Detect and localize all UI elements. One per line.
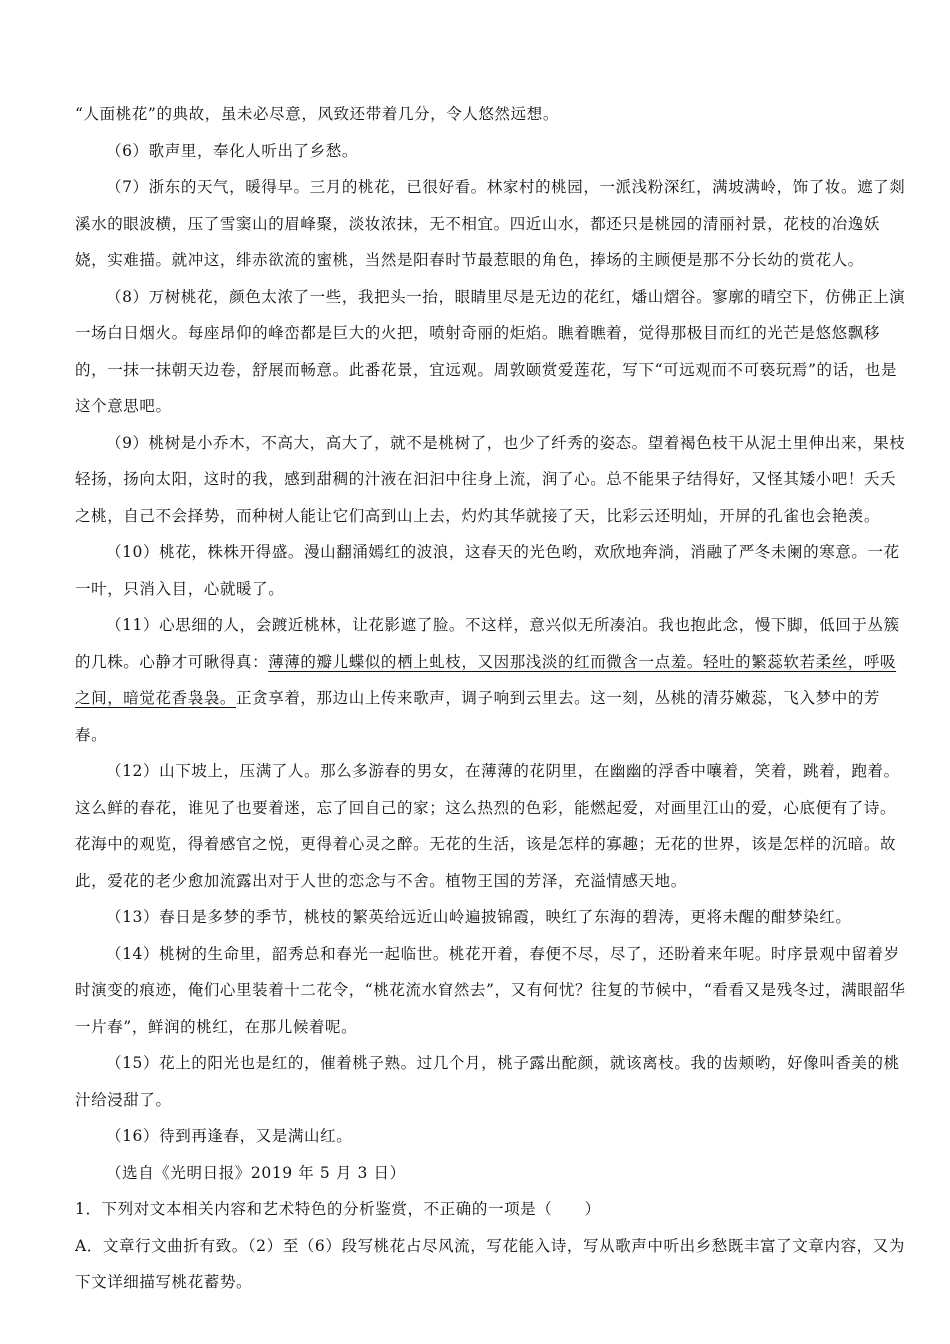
source-citation: （选自《光明日报》2019 年 5 月 3 日） bbox=[106, 1163, 406, 1182]
paragraph-11-tail: 正贪享着，那边山上传来歌声，调子响到云里去。这一刻，丛桃的清芬嫩蕊，飞入梦中的芳春。 bbox=[75, 689, 881, 744]
paragraph-11-underlined: 薄薄的瓣儿蝶似的栖上虬枝，又因那浅淡的红而微含一点羞。轻吐的繁蕊软若柔丝，呼吸之间，暗觉花香袅袅。 bbox=[75, 652, 897, 707]
paragraph-14: （14）桃树的生命里，韶秀总和春光一起临世。桃花开着，春便不尽，尽了，还盼着来年呢。时序景观中留着岁时演变的痕迹，俺们心里装着十二花令，“桃花流水窅然去”，又有何忧？往复的节候中，“看看又是残冬过，满眼韶华一片春”，鲜润的桃红，在那儿候着呢。 bbox=[75, 944, 906, 1036]
paragraph-13: （13）春日是多梦的季节，桃枝的繁英给远近山岭遍披锦霞，映红了东海的碧涛，更将未醒的酣梦染红。 bbox=[106, 908, 852, 926]
paragraph-8: （8）万树桃花，颜色太浓了一些，我把头一抬，眼睛里尽是无边的花红，燔山熠谷。寥廓的晴空下，仿佛正上演一场白日烟火。每座昂仰的峰峦都是巨大的火把，喷射奇丽的炬焰。瞧着瞧着，觉得那极目而红的光芒是悠悠飘移的，一抹一抹朝天边卷，舒展而畅意。此番花景，宜远观。周敦颐赏爱莲花，写下“可远观而不可亵玩焉”的话，也是这个意思吧。 bbox=[75, 287, 906, 415]
option-a: A．文章行文曲折有致。（2）至（6）段写桃花占尽风流，写花能入诗，写从歌声中听出乡愁既丰富了文章内容，又为下文详细描写桃花蓄势。 bbox=[75, 1236, 905, 1291]
paragraph-7: （7）浙东的天气，暖得早。三月的桃花，已很好看。林家村的桃园，一派浅粉深红，满坡满岭，饰了妆。遮了剡溪水的眼波横，压了雪窦山的眉峰聚，淡妆浓抹，无不相宜。四近山水，都还只是桃园的清丽衬景，花枝的冶逸妖娆，实难描。就冲这，绯赤欲流的蜜桃，当然是阳春时节最惹眼的角色，捧场的主顾便是那不分长幼的赏花人。 bbox=[75, 178, 906, 269]
question-1: 1．下列对文本相关内容和艺术特色的分析鉴赏，不正确的一项是（ ） bbox=[75, 1200, 601, 1218]
paragraph-11-lead: （11）心思细的人，会踱近桃林，让花影遮了脸。不这样，意兴似无所凑泊。我也抱此念，慢下脚，低回于丛簇的几株。心静才可瞅得真： bbox=[75, 616, 900, 671]
paragraph-15: （15）花上的阳光也是红的，催着桃子熟。过几个月，桃子露出酡颜，就该离枝。我的齿颊哟，好像叫香美的桃汁给浸甜了。 bbox=[75, 1054, 900, 1109]
paragraph-intro: “人面桃花”的典故，虽未必尽意，风致还带着几分，令人悠然远想。 bbox=[75, 105, 559, 123]
paragraph-9: （9）桃树是小乔木，不高大，高大了，就不是桃树了，也少了纤秀的姿态。望着褐色枝干从泥土里伸出来，果枝轻扬，扬向太阳，这时的我，感到甜稠的汁液在汩汩中往身上流，润了心。总不能果子结得好，又怪其矮小吧！夭夭之桃，自己不会择势，而种树人能让它们高到山上去，灼灼其华就接了天，比彩云还明灿，开屏的孔雀也会艳羡。 bbox=[75, 433, 906, 525]
paragraph-6: （6）歌声里，奉化人听出了乡愁。 bbox=[106, 141, 358, 160]
paragraph-16: （16）待到再逢春，又是满山红。 bbox=[106, 1127, 353, 1145]
paragraph-12: （12）山下坡上，压满了人。那么多游春的男女，在薄薄的花阴里，在幽幽的浮香中嚷着，笑着，跳着，跑着。这么鲜的春花，谁见了也要着迷，忘了回自己的家；这么热烈的色彩，能燃起爱，对画里江山的爱，心底便有了诗。花海中的观览，得着感官之悦，更得着心灵之醉。无花的生活，该是怎样的寡趣；无花的世界，该是怎样的沉暗。故此，爱花的老少愈加流露出对于人世的恋念与不舍。植物王国的芳泽，充溢情感天地。 bbox=[75, 762, 900, 890]
paragraph-11 bbox=[75, 607, 910, 753]
document-page bbox=[75, 96, 910, 1301]
paragraph-10: （10）桃花，株株开得盛。漫山翻涌嫣红的波浪，这春天的光色哟，欢欣地奔淌，消融了严冬未阑的寒意。一花一叶，只消入目，心就暖了。 bbox=[75, 543, 900, 598]
